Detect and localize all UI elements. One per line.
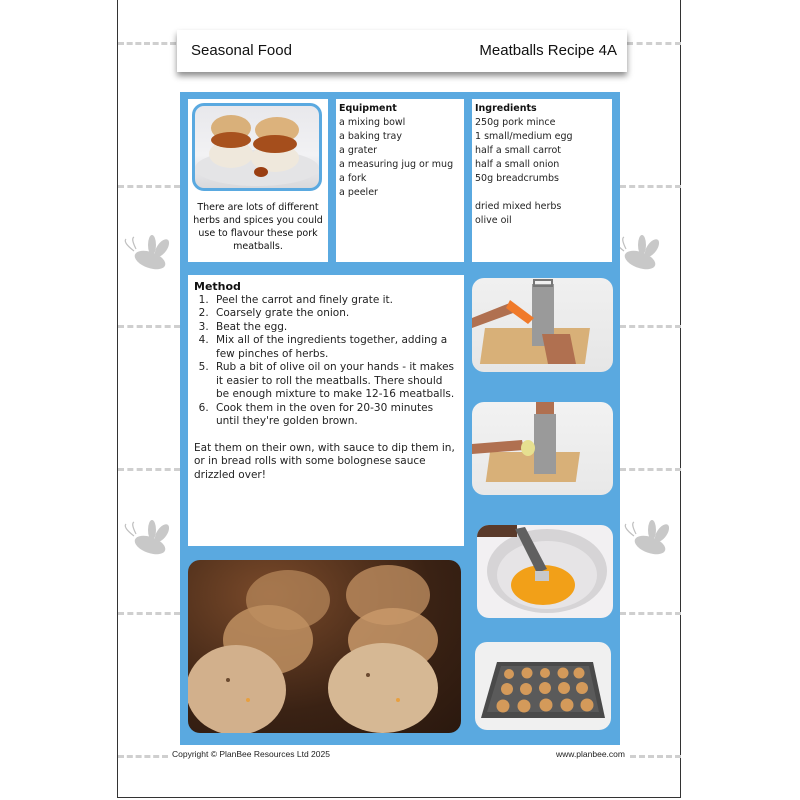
background-pattern-line bbox=[118, 468, 180, 471]
subject-label: Seasonal Food bbox=[191, 42, 292, 59]
background-pattern-line bbox=[620, 612, 681, 615]
equipment-box bbox=[336, 99, 464, 262]
intro-caption: There are lots of different herbs and spices you could use to flavour these pork meatballs. bbox=[193, 202, 323, 252]
background-pattern-line bbox=[118, 185, 180, 188]
background-pattern-line bbox=[118, 755, 168, 758]
meatball-rolls-photo bbox=[192, 103, 322, 191]
background-pattern-line bbox=[118, 42, 176, 45]
grating-onion-photo bbox=[472, 402, 613, 495]
equipment-item: a grater bbox=[339, 145, 378, 156]
bee-icon bbox=[122, 518, 172, 558]
method-step: 1. Peel the carrot and finely grate it. bbox=[212, 294, 458, 308]
equipment-item: a mixing bowl bbox=[339, 117, 406, 128]
worksheet-header bbox=[177, 30, 627, 72]
method-title: Method bbox=[194, 280, 241, 293]
meatballs-tray-photo bbox=[475, 642, 611, 730]
background-pattern-line bbox=[118, 612, 180, 615]
background-pattern-line bbox=[620, 325, 681, 328]
ingredients-box bbox=[472, 99, 612, 262]
equipment-item: a baking tray bbox=[339, 131, 402, 142]
copyright-text: Copyright © PlanBee Resources Ltd 2025 bbox=[172, 749, 330, 759]
background-pattern-line bbox=[627, 42, 681, 45]
ingredients-title: Ingredients bbox=[475, 103, 537, 114]
equipment-item: a peeler bbox=[339, 187, 378, 198]
website-link[interactable]: www.planbee.com bbox=[556, 749, 625, 759]
background-pattern-line bbox=[630, 755, 681, 758]
bee-icon bbox=[122, 233, 172, 273]
recipe-title: Meatballs Recipe 4A bbox=[479, 42, 617, 59]
ingredient-item: 1 small/medium egg bbox=[475, 131, 573, 142]
background-pattern-line bbox=[620, 185, 681, 188]
meatball-rolls-illustration bbox=[195, 106, 319, 188]
method-step: 3. Beat the egg. bbox=[212, 321, 458, 335]
method-step: 4. Mix all of the ingredients together, adding a few pinches of herbs. bbox=[212, 334, 458, 361]
equipment-item: a fork bbox=[339, 173, 367, 184]
meatballs-tray-illustration bbox=[475, 642, 611, 730]
grating-onion-illustration bbox=[472, 402, 613, 495]
method-step: 2. Coarsely grate the onion. bbox=[212, 307, 458, 321]
equipment-title: Equipment bbox=[339, 103, 397, 114]
serving-suggestion: Eat them on their own, with sauce to dip them in, or in bread rolls with some bolognese sauce drizzled over! bbox=[194, 441, 455, 481]
ingredient-item: dried mixed herbs bbox=[475, 201, 562, 212]
grating-carrot-illustration bbox=[472, 278, 613, 372]
beating-egg-illustration bbox=[477, 525, 613, 618]
beating-egg-photo bbox=[477, 525, 613, 618]
ingredient-item: half a small carrot bbox=[475, 145, 562, 156]
intro-box bbox=[188, 99, 328, 262]
method-steps bbox=[194, 294, 458, 429]
meatballs-illustration bbox=[188, 560, 461, 733]
ingredient-item: half a small onion bbox=[475, 159, 560, 170]
ingredient-item: 250g pork mince bbox=[475, 117, 556, 128]
ingredient-item: 50g breadcrumbs bbox=[475, 173, 559, 184]
meatballs-main-photo bbox=[188, 560, 461, 733]
method-box bbox=[188, 275, 464, 546]
background-pattern-line bbox=[620, 468, 681, 471]
equipment-item: a measuring jug or mug bbox=[339, 159, 454, 170]
grating-carrot-photo bbox=[472, 278, 613, 372]
method-step: 6. Cook them in the oven for 20-30 minutes until they're golden brown. bbox=[212, 402, 458, 429]
ingredient-item: olive oil bbox=[475, 215, 512, 226]
method-step: 5. Rub a bit of olive oil on your hands - it makes it easier to roll the meatballs. There should be enough mixture to make 12-16 meatballs. bbox=[212, 361, 458, 402]
bee-icon bbox=[622, 518, 672, 558]
background-pattern-line bbox=[118, 325, 180, 328]
